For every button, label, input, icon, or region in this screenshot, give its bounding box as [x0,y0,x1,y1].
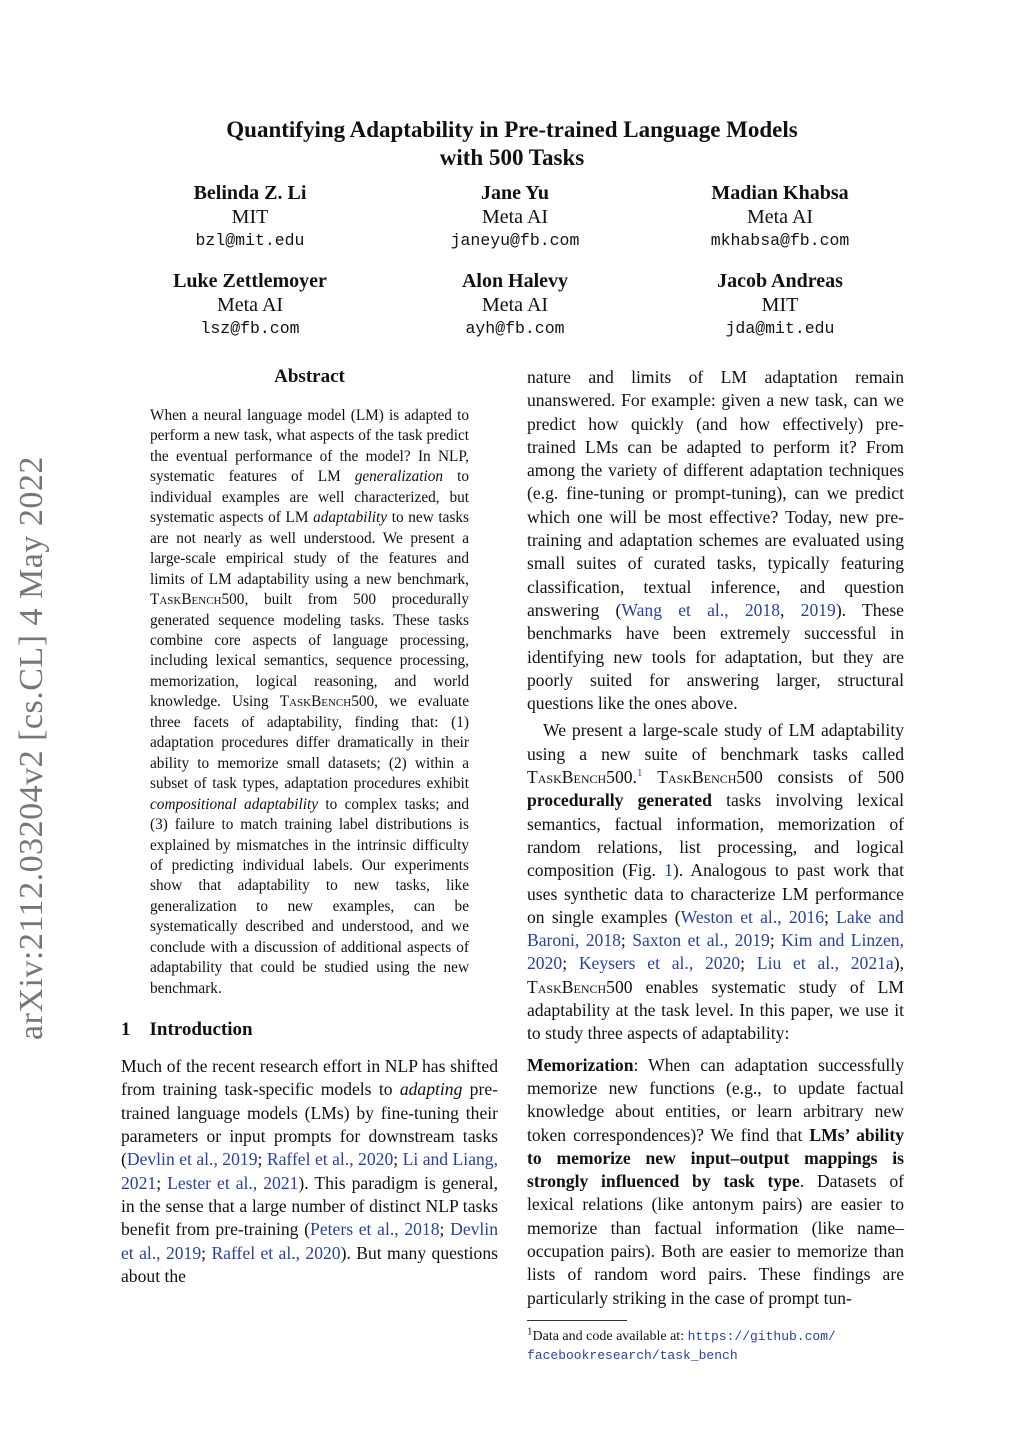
title-line-1: Quantifying Adaptability in Pre-trained Language Models [226,117,798,142]
footnote-url-link[interactable]: https://github.com/ [687,1328,836,1344]
benchmark-name: TaskBench500 [150,591,245,609]
author-email: ayh@fb.com [465,319,565,338]
benchmark-name: TaskBench500 [527,976,633,997]
benchmark-name: TaskBench500 [279,693,375,711]
citation-link[interactable]: Kim and Linzen, 2020 [527,930,904,974]
abstract-heading: Abstract [274,366,345,387]
intro-paragraph-continued: nature and limits of LM adaptation remain unanswered. For example: given a new task, can we predict how quickly (and how effectively) pre-trained LMs can be adapted to perform it? From among the variety of different adaptation techniques (e.g. fine-tuning or prompt-tuning), can we predict which one will be most effective? Today, new pre-training and adaptation schemes are evaluated using small suites of curated tasks, typically featuring classification, textual inference, and question answering (Wang et al., 2018, 2019). These benchmarks have been extremely successful in identifying new tools for adaptation, but they are poorly suited for answering larger, structural questions like the ones above. [527,367,904,714]
citation-link[interactable]: Raffel et al., 2020 [211,1242,341,1263]
footnote-marker[interactable]: 1 [636,767,643,780]
citation-link[interactable]: Devlin et al., 2019 [121,1219,498,1263]
citation-link[interactable]: Devlin et al., 2019 [126,1149,258,1170]
author-affiliation: MIT [231,206,269,228]
author-name: Belinda Z. Li [193,182,307,204]
benchmark-name: TaskBench500 [527,767,633,788]
author-row-1 [130,181,900,253]
author-affiliation: Meta AI [481,206,549,228]
left-column [121,364,498,1288]
author-email: mkhabsa@fb.com [710,231,850,250]
citation-link[interactable]: Wang et al., 2018 [621,599,781,620]
author-affiliation: Meta AI [481,294,549,316]
memorization-label: Memorization [527,1054,634,1075]
right-column [527,366,904,1365]
footnote-rule [527,1320,627,1321]
author-affiliation: Meta AI [216,294,284,316]
author-card [130,181,370,253]
citation-link[interactable]: Lester et al., 2021 [167,1172,299,1193]
figure-link[interactable]: 1 [664,860,673,881]
citation-link[interactable]: Keysers et al., 2020 [578,953,741,974]
author-email: jda@mit.edu [725,319,835,338]
memorization-paragraph: Memorization: When can adaptation successfully memorize new functions (e.g., to update factual knowledge about entities, or learn arbitrary new token correspondences)? We find that LMs’ ability to memorize new input–output mappings is strongly influenced by task type. Datasets of lexical relations (like antonym pairs) are easier to memorize than factual information (like name–occupation pairs). Both are easier to memorize than lists of random word pairs. These findings are particularly striking in the case of prompt tun- [527,1054,904,1308]
title-line-2: with 500 Tasks [439,145,585,170]
paper-title [150,116,874,172]
benchmark-paragraph: We present a large-scale study of LM adaptability using a new suite of benchmark tasks called TaskBench500.$^1$ TaskBench500 consists of 500 procedurally generated tasks involving lexical semantics, factual information, memorization of random relations, list processing, and logical composition (Fig. 1). Analogous to past work that uses synthetic data to characterize LM performance on single examples (Weston et al., 2016; Lake and Baroni, 2018; Saxton et al., 2019; Kim and Linzen, 2020; Keysers et al., 2020; Liu et al., 2021a), TaskBench500 enables systematic study of LM adaptability at the task level. In this paper, we use it to study three aspects of adaptability: [527,720,904,1044]
author-card [660,269,900,341]
arxiv-identifier: arXiv:2112.03204v2 [cs.CL] 4 May 2022 [13,456,50,1040]
author-card [130,269,370,341]
author-card [395,181,635,253]
citation-link[interactable]: Raffel et al., 2020 [266,1149,394,1170]
author-email: bzl@mit.edu [195,231,305,250]
author-name: Madian Khabsa [711,182,849,204]
citation-link[interactable]: Li and Liang, 2021 [121,1149,498,1193]
footnote-url-link[interactable]: facebookresearch/task_bench [527,1347,738,1363]
intro-paragraph: Much of the recent research effort in NLP has shifted from training task-specific models to adapting pre-trained language models (LMs) by fine-tuning their parameters or input prompts for downstream tasks (Devlin et al., 2019; Raffel et al., 2020; Li and Liang, 2021; Lester et al., 2021). This paradigm is general, in the sense that a large number of distinct NLP tasks benefit from pre-training (Peters et al., 2018; Devlin et al., 2019; Raffel et al., 2020). But many questions about the [121,1056,498,1286]
citation-link[interactable]: Peters et al., 2018 [310,1219,440,1240]
author-row-2 [130,269,900,341]
citation-link[interactable]: Liu et al., 2021a [756,953,894,974]
author-block [130,181,900,357]
citation-link[interactable]: Lake and Baroni, 2018 [527,906,904,951]
citation-link[interactable]: Weston et al., 2016 [680,906,825,927]
author-name: Jacob Andreas [717,270,843,292]
author-email: lsz@fb.com [200,319,300,338]
author-card [395,269,635,341]
author-card [660,181,900,253]
citation-link[interactable]: 2019 [800,599,836,620]
author-affiliation: Meta AI [746,206,814,228]
author-name: Alon Halevy [461,270,569,292]
author-name: Luke Zettlemoyer [173,270,327,292]
abstract-body: When a neural language model (LM) is adapted to perform a new task, what aspects of the task predict the eventual performance of the model? In NLP, systematic features of LM generalization to individual examples are well characterized, but systematic aspects of LM adaptability to new tasks are not nearly as well understood. We present a large-scale empirical study of the features and limits of LM adaptability using a new benchmark, TaskBench500, built from 500 procedurally generated sequence modeling tasks. These tasks combine core aspects of language processing, including lexical semantics, sequence processing, memorization, logical reasoning, and world knowledge. Using TaskBench500, we evaluate three facets of adaptability, finding that: (1) adaptation procedures differ dramatically in their ability to memorize small datasets; (2) within a subset of task types, adaptation procedures exhibit compositional adaptability to complex tasks; and (3) failure to match training label distributions is explained by mismatches in the intrinsic difficulty of predicting individual labels. Our experiments show that adaptability to new tasks, like generalization to new examples, can be systematically described and understood, and we conclude with a discussion of additional aspects of adaptability that could be studied using the new benchmark. [150,407,470,997]
author-name: Jane Yu [481,182,549,204]
intro-continuation: nature and limits of LM adaptation remain unanswered. For example: given a new task, can we predict how quickly (and how effectively) pre-trained LMs can be adapted to perform it? From among the variety of different adaptation techniques (e.g. fine-tuning or prompt-tuning), can we predict which one will be most effective? Today, new pre-training and adaptation schemes are evaluated using small suites of curated tasks, typically featuring classification, textual inference, and question answering ( [527,367,904,620]
footnote: $^1$Data and code available at: https://github.com/ facebookresearch/task_bench [527,1325,836,1363]
section-heading-introduction: 1 Introduction [121,1019,253,1041]
author-email: janeyu@fb.com [450,231,580,250]
author-affiliation: MIT [761,294,799,316]
benchmark-name: TaskBench500 [657,767,763,788]
citation-link[interactable]: Saxton et al., 2019 [632,930,770,951]
